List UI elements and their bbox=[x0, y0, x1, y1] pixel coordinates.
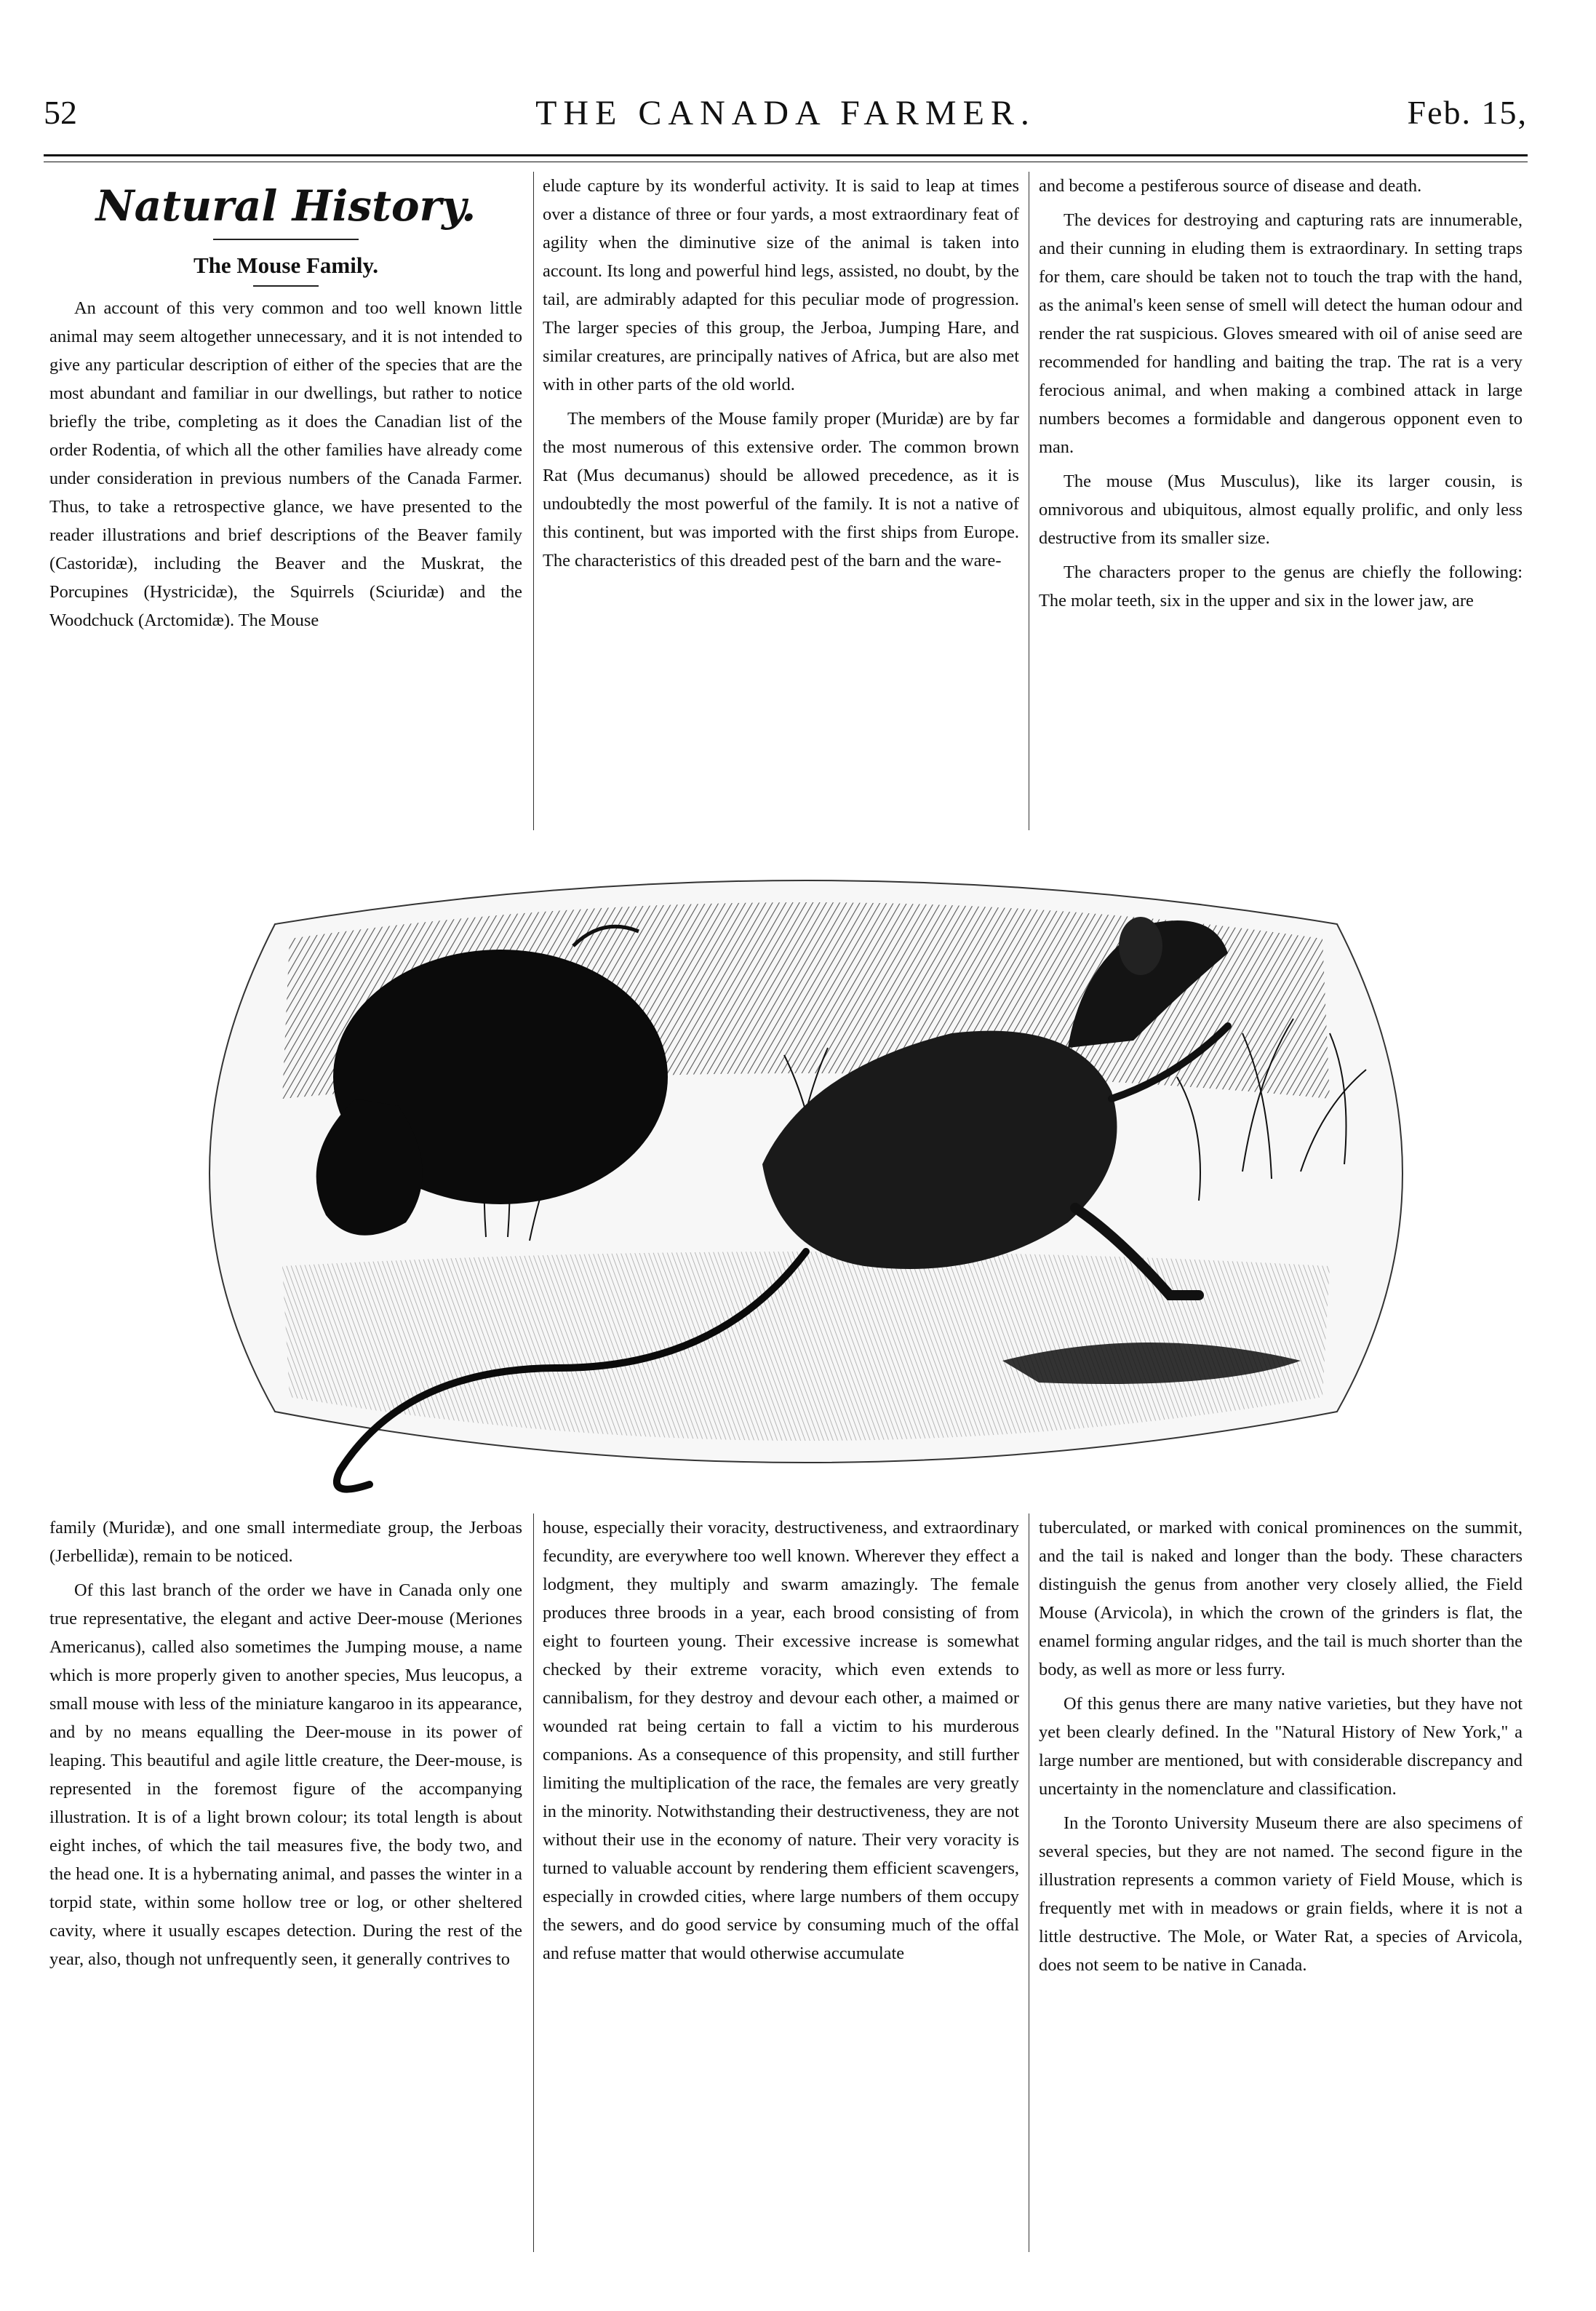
column-divider bbox=[533, 1514, 534, 2252]
article-rule bbox=[253, 285, 319, 287]
paragraph: An account of this very common and too well known little animal may seem altogether unnecessary, and it is not intended to give any particular description of either of the species that are the most abundant and familiar in our dwellings, but rather to notice briefly the tribe, completing as it does the Canadian list of the order Rodentia, of which all the other families have already come under consideration in previous numbers of the Canada Farmer. Thus, to take a retrospective glance, we have presented to the reader illustrations and brief descriptions of the Beaver family (Castoridæ), including the Beaver and the Muskrat, the Porcupines (Hystricidæ), the Squirrels (Sciuridæ) and the Woodchuck (Arctomidæ). The Mouse bbox=[49, 298, 522, 630]
publication-title: THE CANADA FARMER. bbox=[535, 94, 1036, 132]
top-column-1 bbox=[49, 172, 522, 834]
section-title: Natural History. bbox=[95, 181, 476, 231]
paragraph: tuberculated, or marked with conical prominences on the summit, and the tail is naked and longer than the body. These characters distinguish the genus from another very closely allied, the Field Mouse (Arvicola), in which the crown of the grinders is flat, the enamel forming angular ridges, and the tail is much shorter than the body, as well as more or less furry. bbox=[1039, 1518, 1523, 1679]
column-divider bbox=[533, 172, 534, 830]
paragraph: The devices for destroying and capturing rats are innumerable, and their cunning in eluding them is extraordinary. In setting traps for them, care should be taken not to touch the trap with the hand, as the animal's keen sense of smell will detect the human odour and render the rat suspicious. Gloves smeared with oil of anise seed are recommended for handling and baiting the trap. The rat is a very ferocious animal, and when making a combined attack in large numbers becomes a formidable and dangerous opponent even to man. bbox=[1039, 210, 1523, 457]
top-column-2 bbox=[543, 172, 1019, 830]
paragraph: house, especially their voracity, destructiveness, and extraordinary fecundity, are everywhere too well known. Wherever they effect a lodgment, they multiply and swarm amazingly. The female produces three broods in a year, each brood consisting of from eight to fourteen young. Their excessive increase is somewhat checked by their extreme voracity, which even extends to cannibalism, for they destroy and devour each other, a maimed or wounded rat being certain to fall a victim to his murderous companions. As a consequence of this propensity, and still further limiting the multiplication of the race, the females are very greatly in the minority. Notwithstanding their destructiveness, they are not without their use in the economy of nature. Their very voracity is turned to valuable account by rendering them efficient scavengers, especially in crowded cities, where large numbers of them occupy the sewers, and do good service by consuming much of the offal and refuse matter that would otherwise accumulate bbox=[543, 1518, 1019, 1963]
paragraph: and become a pestiferous source of disease and death. bbox=[1039, 176, 1422, 196]
paragraph: Of this genus there are many native varieties, but they have not yet been clearly defined. In the "Natural History of New York," a large number are mentioned, but with considerable discrepancy and uncertainty in the nomenclature and classification. bbox=[1039, 1694, 1523, 1799]
article-title: The Mouse Family. bbox=[193, 252, 379, 278]
bottom-column-2 bbox=[543, 1514, 1019, 2256]
page-number: 52 bbox=[44, 94, 77, 131]
bottom-column-1 bbox=[49, 1514, 522, 2256]
bottom-column-3 bbox=[1039, 1514, 1523, 2256]
issue-date: Feb. 15, bbox=[1407, 94, 1528, 131]
page-header bbox=[44, 93, 1528, 144]
paragraph: The mouse (Mus Musculus), like its larger cousin, is omnivorous and ubiquitous, almost equally prolific, and only less destructive from its smaller size. bbox=[1039, 472, 1523, 548]
deer-mouse-ear bbox=[1119, 917, 1162, 975]
paragraph: elude capture by its wonderful activity. It is said to leap at times over a distance of three or four yards, a most extraordinary feat of agility when the diminutive size of the animal is taken into account. Its long and powerful hind legs, assisted, no doubt, by the tail, are admirably adapted for this peculiar mode of progression. The larger species of this group, the Jerboa, Jumping Hare, and similar creatures, are principally natives of Africa, but are also met with in other parts of the old world. bbox=[543, 176, 1019, 394]
mouse-illustration bbox=[166, 859, 1446, 1503]
paragraph: Of this last branch of the order we have in Canada only one true representative, the elegant and active Deer-mouse (Meriones Americanus), called also sometimes the Jumping mouse, a name which is more properly given to another species, Mus leucopus, a small mouse with less of the miniature kangaroo in its appearance, and by no means equalling the Deer-mouse in its power of leaping. This beautiful and agile little creature, the Deer-mouse, is represented in the foremost figure of the accompanying illustration. It is of a light brown colour; its total length is about eight inches, of which the tail measures five, the body two, and the head one. It is a hybernating animal, and passes the winter in a torpid state, within some hollow tree or log, or other sheltered cavity, where it usually escapes detection. During the rest of the year, also, though not unfrequently seen, it generally contrives to bbox=[49, 1580, 522, 1969]
paragraph: In the Toronto University Museum there are also specimens of several species, but they are not named. The second figure in the illustration represents a common variety of Field Mouse, which is frequently met with in meadows or grain fields, where it is not a little destructive. The Mole, or Water Rat, a species of Arvicola, does not seem to be native in Canada. bbox=[1039, 1813, 1523, 1975]
paragraph: The characters proper to the genus are chiefly the following: The molar teeth, six in the upper and six in the lower jaw, are bbox=[1039, 562, 1523, 610]
top-column-3 bbox=[1039, 172, 1523, 830]
paragraph: family (Muridæ), and one small intermediate group, the Jerboas (Jerbellidæ), remain to be noticed. bbox=[49, 1518, 522, 1566]
header-rule bbox=[44, 154, 1528, 156]
paragraph: The members of the Mouse family proper (Muridæ) are by far the most numerous of this extensive order. The common brown Rat (Mus decumanus) should be allowed precedence, as it is undoubtedly the most powerful of the family. It is not a native of this continent, but was imported with the first ships from Europe. The characteristics of this dreaded pest of the barn and the ware- bbox=[543, 409, 1019, 570]
section-rule bbox=[213, 239, 359, 240]
